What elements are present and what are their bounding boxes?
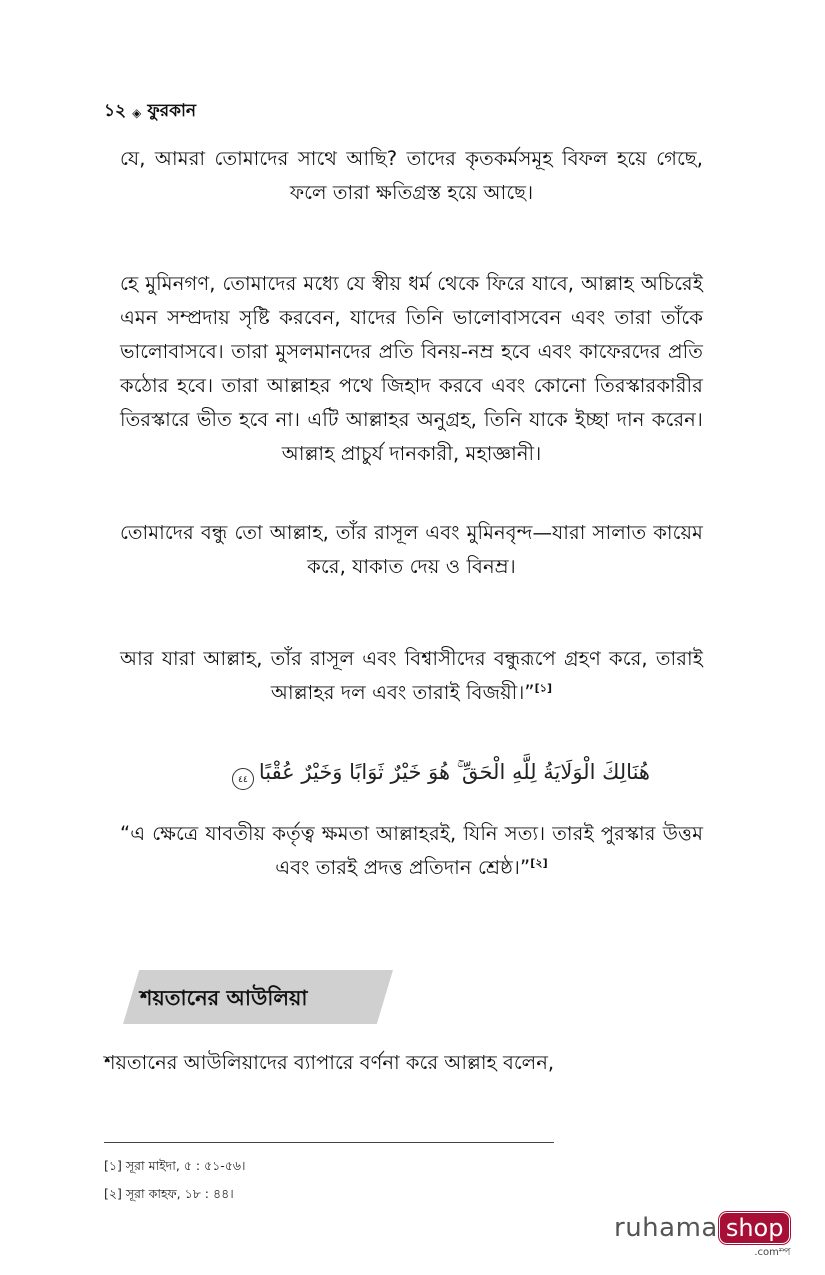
footnote-divider bbox=[104, 1142, 554, 1143]
paragraph-2: হে মুমিনগণ, তোমাদের মধ্যে যে স্বীয় ধর্ম থেকে ফিরে যাবে, আল্লাহ অচিরেই এমন সম্প্রদায় সৃষ্টি করবেন, যাদের তিনি ভালোবাসবেন এবং তারা তাঁকে ভালোবাসবে। তারা মুসলমানদের প্রতি বিনয়-নম্র হবে এবং কাফেরদের প্রতি কঠোর হবে। তারা আল্লাহর পথে জিহাদ করবে এবং কোনো তিরস্কারকারীর তিরস্কারে ভীত হবে না। এটি আল্লাহর অনুগ্রহ, তিনি যাকে ইচ্ছা দান করেন। আল্লাহ প্রাচুর্য দানকারী, মহাজ্ঞানী। bbox=[120, 272, 703, 465]
book-title: ফুরকান bbox=[147, 101, 197, 121]
ruhamashop-logo bbox=[614, 1212, 790, 1262]
section-heading: শয়তানের আউলিয়া bbox=[140, 986, 308, 1010]
footnote-ref-2[interactable]: [২] bbox=[530, 856, 548, 870]
footnote-ref-1[interactable]: [১] bbox=[534, 681, 553, 695]
diamond-ornament-icon: ◈ bbox=[132, 106, 142, 120]
footnote-1: [১] সূরা মাইদা, ৫ : ৫১-৫৬। bbox=[104, 1158, 246, 1173]
paragraph-1: যে, আমরা তোমাদের সাথে আছি? তাদের কৃতকর্মসমূহ বিফল হয়ে গেছে, ফলে তারা ক্ষতিগ্রস্ত হয়ে আছে। bbox=[120, 147, 703, 204]
arabic-verse: هُنَالِكَ الْوَلَايَةُ لِلَّهِ الْحَقِّ ۚ هُوَ خَيْرٌ ثَوَابًا وَخَيْرٌ عُقْبًا bbox=[258, 760, 650, 784]
logo-word-shop: shop bbox=[719, 1212, 791, 1244]
paragraph-3: তোমাদের বন্ধু তো আল্লাহ, তাঁর রাসূল এবং মুমিনবৃন্দ—যারা সালাত কায়েম করে, যাকাত দেয় ও বিনম্র। bbox=[120, 521, 703, 578]
footnote-2: [২] সূরা কাহফ, ১৮ : ৪৪। bbox=[104, 1186, 234, 1201]
running-header bbox=[104, 98, 196, 126]
paragraph-5-text: “এ ক্ষেত্রে যাবতীয় কর্তৃত্ব ক্ষমতা আল্লাহরই, যিনি সত্য। তারই পুরস্কার উত্তম এবং তারই প্রদত্ত প্রতিদান শ্রেষ্ঠ।” bbox=[120, 822, 703, 879]
logo-shop-badge bbox=[719, 1212, 791, 1262]
body-text-line: শয়তানের আউলিয়াদের ব্যাপারে বর্ণনা করে আল্লাহ বলেন, bbox=[104, 1051, 555, 1074]
logo-word-com: .comম্প bbox=[754, 1247, 791, 1258]
paragraph-4-text: আর যারা আল্লাহ, তাঁর রাসূল এবং বিশ্বাসীদের বন্ধুরূপে গ্রহণ করে, তারাই আল্লাহর দল এবং তারাই বিজয়ী।” bbox=[120, 647, 703, 704]
logo-word-ruhama: ruhama bbox=[614, 1213, 718, 1243]
page-number: ১২ bbox=[104, 101, 127, 121]
paragraph-4 bbox=[120, 642, 703, 710]
ayah-number-mark: ٤٤ bbox=[232, 768, 254, 790]
paragraph-5 bbox=[120, 817, 703, 885]
